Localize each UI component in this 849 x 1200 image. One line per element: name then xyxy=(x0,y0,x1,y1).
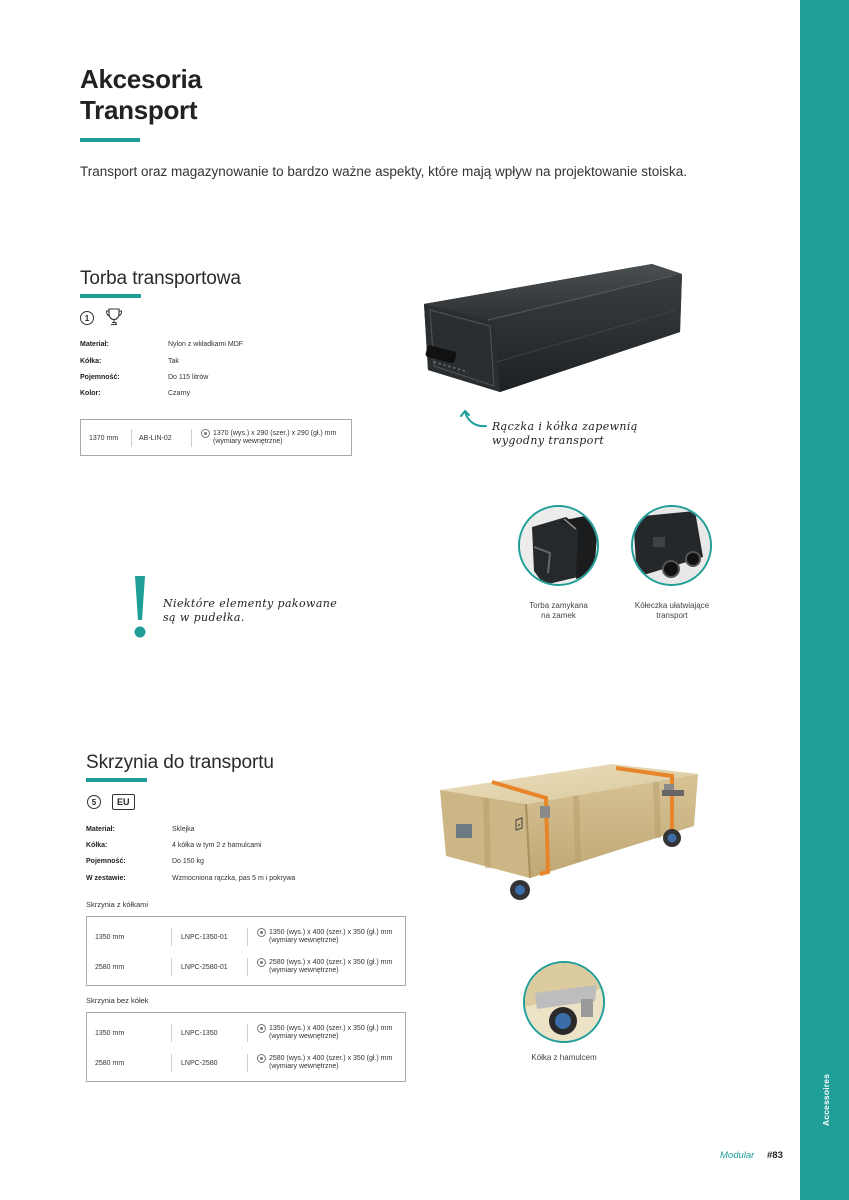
dimension-cell: 2580 (wys.) x 400 (szer.) x 350 (gł.) mm (wymiary wewnętrzne) xyxy=(257,1048,392,1078)
warranty-badge-icon: 5 xyxy=(87,795,101,809)
crate-section-rule xyxy=(86,778,147,782)
intro-text: Transport oraz magazynowanie to bardzo ważne aspekty, które mają wpływ na projektowanie stoiska. xyxy=(80,164,688,179)
dimension-icon xyxy=(257,928,266,937)
transport-bag-photo xyxy=(410,252,690,402)
bag-wheels-caption: Kółeczka ułatwiające transport xyxy=(634,601,710,620)
spec-value: Do 150 kg xyxy=(172,858,204,865)
code-cell: LNPC-1350 xyxy=(181,1029,218,1037)
spec-label: Pojemność: xyxy=(86,858,126,865)
bag-zipper-caption: Torba zamykana na zamek xyxy=(529,601,588,620)
spec-label: Kolor: xyxy=(80,390,101,397)
curved-arrow-icon xyxy=(460,408,490,430)
spec-value: Nylon z wkładkami MDF xyxy=(168,341,244,348)
dimension-icon xyxy=(257,1024,266,1033)
packaging-callout: Niektóre elementy pakowane są w pudełka. xyxy=(163,597,338,624)
page-title xyxy=(80,64,202,126)
dimension-cell: 1370 (wys.) x 290 (szer.) x 290 (gł.) mm (wymiary wewnętrzne) xyxy=(201,423,336,453)
side-color-bar xyxy=(800,0,849,1200)
warranty-badge-icon: 1 xyxy=(80,311,94,325)
code-cell: AB-LIN-02 xyxy=(139,434,172,442)
bag-product-table xyxy=(80,419,352,456)
table-row xyxy=(87,952,405,982)
bag-handwritten-note: Rączka i kółka zapewnią wygodny transport xyxy=(492,420,638,447)
side-section-label: Accessoires xyxy=(821,1073,832,1127)
spec-value: Wzmocniona rączka, pas 5 m i pokrywa xyxy=(172,875,296,882)
spec-label: Materiał: xyxy=(86,826,115,833)
dimension-icon xyxy=(257,958,266,967)
size-cell: 1370 mm xyxy=(89,434,119,442)
dimension-cell: 2580 (wys.) x 400 (szer.) x 350 (gł.) mm (wymiary wewnętrzne) xyxy=(257,952,392,982)
size-cell: 1350 mm xyxy=(95,933,125,941)
transport-crate-photo xyxy=(436,760,700,905)
code-cell: LNPC-1350-01 xyxy=(181,933,228,941)
spec-label: Kółka: xyxy=(80,358,102,365)
crate-spec-list xyxy=(86,825,386,885)
spec-value: Sklejka xyxy=(172,826,195,833)
crate-wheel-brake-caption: Kółka z hamulcem xyxy=(531,1053,597,1062)
bag-section-rule xyxy=(80,294,141,298)
crate-wheel-brake-detail-photo xyxy=(523,961,605,1043)
table-row xyxy=(87,922,405,952)
spec-label: Materiał: xyxy=(80,341,109,348)
exclamation-icon xyxy=(131,574,149,640)
spec-value: Tak xyxy=(168,358,179,365)
title-underline xyxy=(80,138,140,142)
spec-label: Kółka: xyxy=(86,842,108,849)
spec-label: Pojemność: xyxy=(80,374,120,381)
page-number: #83 xyxy=(767,1150,783,1161)
spec-value: 4 kółka w tym 2 z hamulcami xyxy=(172,842,262,849)
page-title-line2: Transport xyxy=(80,95,198,125)
trophy-icon xyxy=(105,307,123,327)
with-wheels-label: Skrzynia z kółkami xyxy=(86,900,149,909)
bag-wheels-detail-photo xyxy=(631,505,712,586)
spec-label: W zestawie: xyxy=(86,875,126,882)
dimension-cell: 1350 (wys.) x 400 (szer.) x 350 (gł.) mm (wymiary wewnętrzne) xyxy=(257,922,392,952)
crate-section-title: Skrzynia do transportu xyxy=(86,752,274,773)
table-row xyxy=(87,1048,405,1078)
footer-brand: Modular xyxy=(720,1150,755,1161)
spec-value: Czarny xyxy=(168,390,191,397)
bag-section-title: Torba transportowa xyxy=(80,268,241,289)
page-title-line1: Akcesoria xyxy=(80,64,202,94)
bag-spec-list xyxy=(80,340,340,400)
spec-value: Do 115 litrów xyxy=(168,374,209,381)
size-cell: 1350 mm xyxy=(95,1029,125,1037)
size-cell: 2580 mm xyxy=(95,963,125,971)
table-row xyxy=(87,1018,405,1048)
eu-badge: EU xyxy=(112,794,135,810)
bag-zipper-detail-photo xyxy=(518,505,599,586)
crate-with-wheels-table xyxy=(86,916,406,986)
dimension-icon xyxy=(257,1054,266,1063)
code-cell: LNPC-2580 xyxy=(181,1059,218,1067)
dimension-cell: 1350 (wys.) x 400 (szer.) x 350 (gł.) mm (wymiary wewnętrzne) xyxy=(257,1018,392,1048)
size-cell: 2580 mm xyxy=(95,1059,125,1067)
table-row xyxy=(81,423,351,453)
crate-without-wheels-table xyxy=(86,1012,406,1082)
without-wheels-label: Skrzynia bez kółek xyxy=(86,996,149,1005)
dimension-icon xyxy=(201,429,210,438)
code-cell: LNPC-2580-01 xyxy=(181,963,228,971)
